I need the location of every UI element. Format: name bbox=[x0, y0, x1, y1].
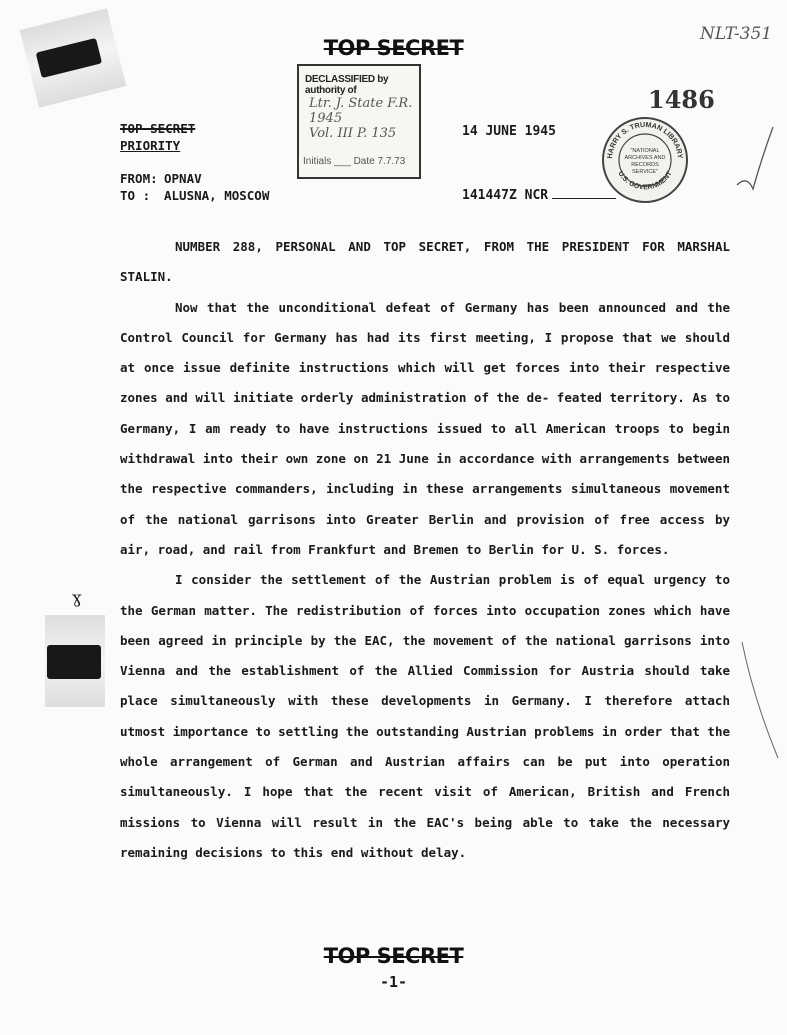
seal-outer-text: HARRY S. TRUMAN LIBRARY bbox=[604, 119, 686, 159]
margin-pencil-line bbox=[740, 640, 780, 760]
handwritten-reference: NLT-351 bbox=[700, 24, 773, 44]
from-value: OPNAV bbox=[164, 171, 202, 186]
declassification-stamp bbox=[297, 64, 421, 179]
dtg-value: 141447Z NCR bbox=[462, 188, 549, 203]
to-row bbox=[120, 187, 269, 204]
body-paragraph-1: Now that the unconditional defeat of Germany has been announced and the Control Council for Germany has had its first meeting, I propose that we should at once issue definite instructions which will get forces into their respective zones and will initiate orderly administration of the de- feated territory. As to Germany, I am ready to have instructions issued to all American troops to begin withdrawal into their own zone on 21 June in accordance with arrangements between the respective commanders, including in these arrangements simultaneous movement of the national garrisons into Greater Berlin and provision of free access by air, road, and rail from Frankfurt and Bremen to Berlin for U. S. forces. bbox=[120, 299, 730, 557]
declass-initials-line: Initials ___ Date 7.7.73 bbox=[303, 156, 406, 167]
seal-inner-line-4: SERVICE" bbox=[632, 169, 658, 175]
declass-stamp-title: DECLASSIFIED by authority of bbox=[305, 74, 389, 96]
stamp-number: 1486 bbox=[648, 85, 715, 114]
page-number: -1- bbox=[379, 973, 408, 991]
margin-tick-mark: ɣ bbox=[72, 588, 82, 607]
header-classification: TOP SECRET bbox=[120, 121, 196, 136]
seal-inner-line-2: ARCHIVES AND bbox=[624, 155, 666, 161]
seal-inner-line-3: RECORDS bbox=[631, 162, 659, 168]
message-body bbox=[120, 232, 730, 868]
checkmark-icon bbox=[735, 125, 775, 195]
to-value: ALUSNA, MOSCOW bbox=[164, 188, 270, 203]
from-label: FROM: bbox=[120, 171, 158, 186]
to-label: TO : bbox=[120, 188, 151, 203]
header-precedence: PRIORITY bbox=[120, 138, 181, 153]
message-date: 14 JUNE 1945 bbox=[462, 124, 556, 139]
declass-volume-line: Vol. III P. 135 bbox=[309, 126, 397, 141]
seal-inner-line-1: "NATIONAL bbox=[630, 148, 660, 154]
routing-block bbox=[120, 170, 269, 204]
tape-redaction-margin bbox=[45, 615, 105, 707]
redaction-blot bbox=[47, 645, 101, 679]
message-header bbox=[120, 120, 195, 154]
classification-top: TOP SECRET bbox=[323, 36, 464, 60]
body-paragraph-2: I consider the settlement of the Austrian problem is of equal urgency to the German matter. The redistribution of forces into occupation zones which have been agreed in principle by the EAC, the movement of the national garrisons into Vienna and the establishment of the Allied Commission for Austria should take place simultaneously with these developments in Germany. I therefore attach utmost importance to settling the outstanding Austrian problems in order that the whole arrangement of German and Austrian affairs can be put into operation simultaneously. I hope that the recent visit of American, British and French missions to Vienna will result in the EAC's being able to take the necessary remaining decisions to this end without delay. bbox=[120, 572, 730, 860]
message-heading: NUMBER 288, PERSONAL AND TOP SECRET, FROM THE PRESIDENT FOR MARSHAL STALIN. bbox=[120, 239, 730, 285]
dtg-blank-line bbox=[552, 185, 616, 199]
declass-authority-line: Ltr. J. State F.R. 1945 bbox=[309, 96, 413, 126]
seal-bottom-text: U.S. GOVERNMENT bbox=[616, 170, 674, 192]
date-time-group bbox=[462, 185, 616, 203]
from-row bbox=[120, 170, 269, 187]
classification-bottom: TOP SECRET bbox=[323, 944, 464, 968]
